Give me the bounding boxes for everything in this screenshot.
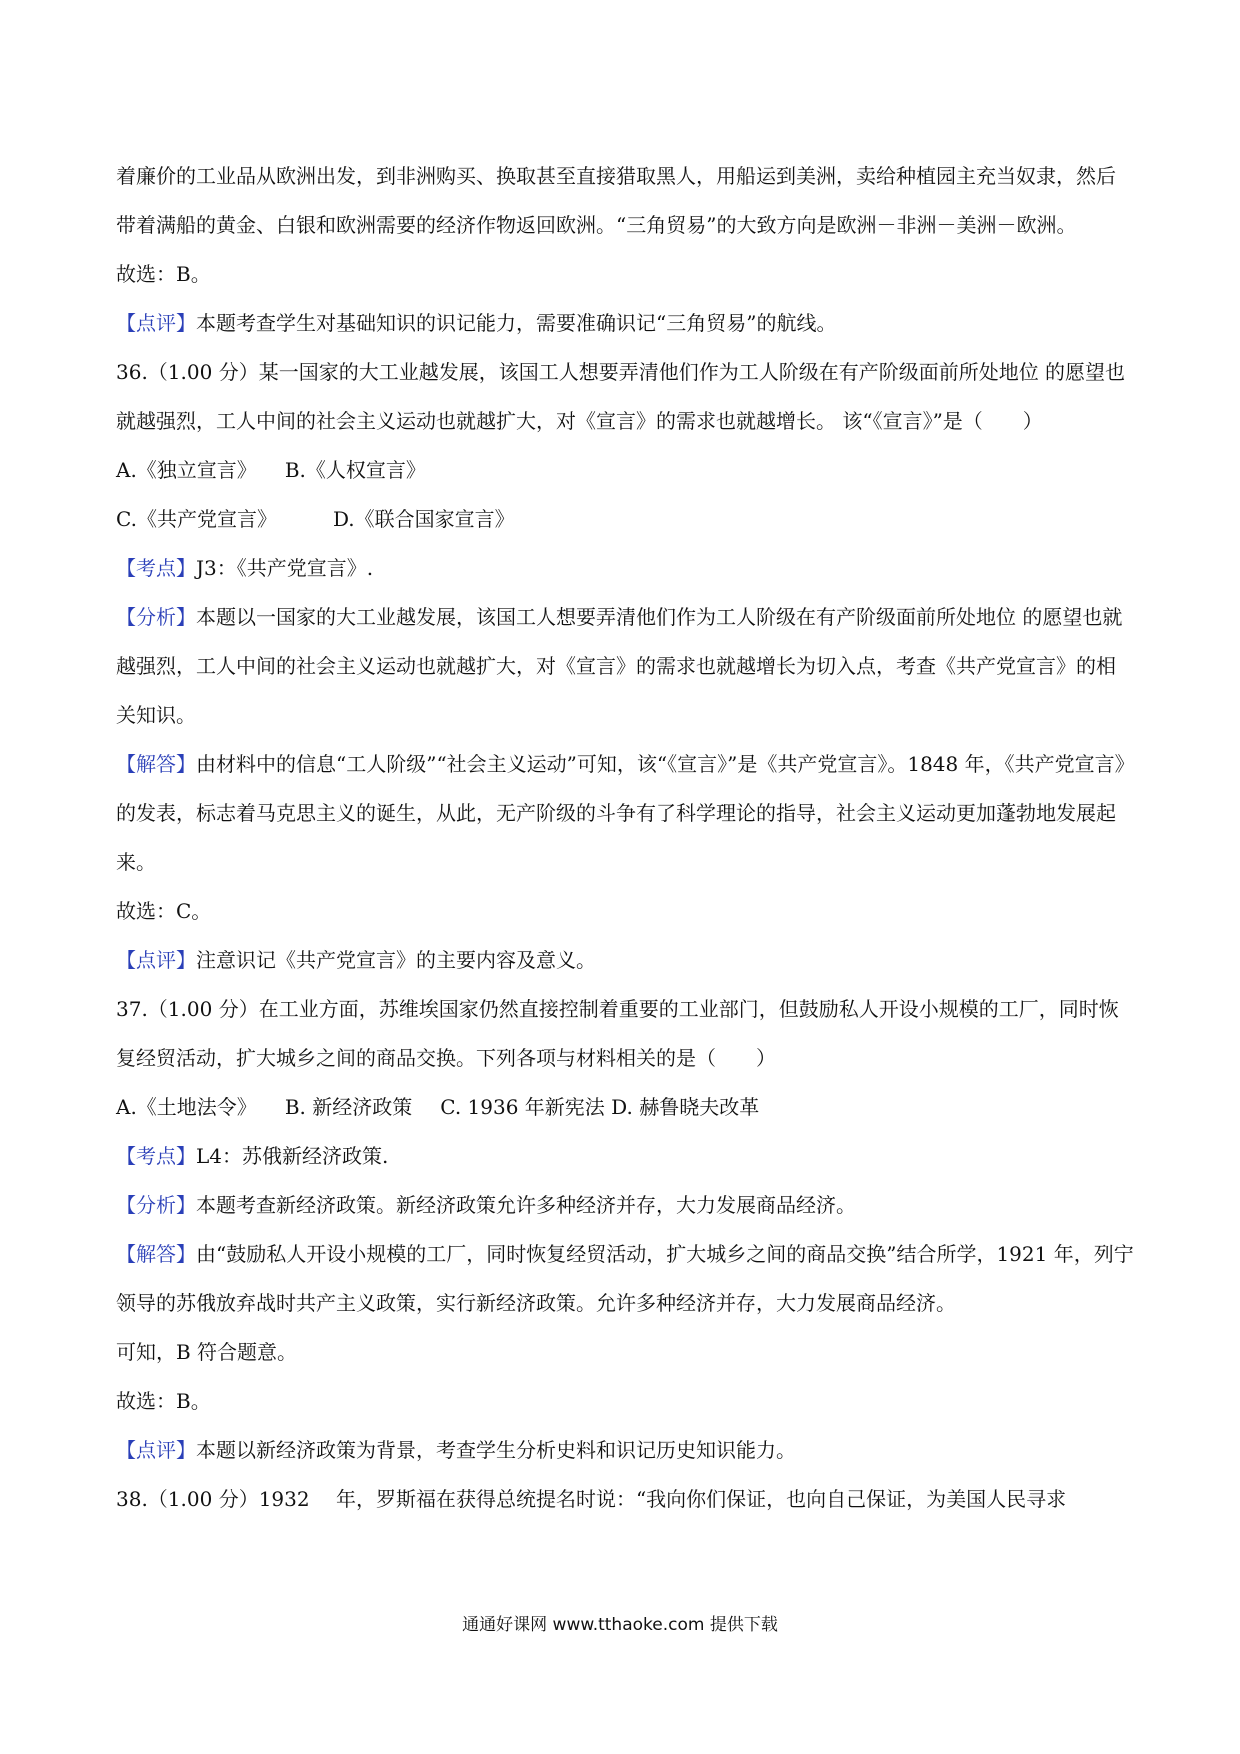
fenxi-tag: 【分析】	[116, 605, 196, 629]
q37-options-row	[116, 1083, 1134, 1132]
q38-stem: 38.（1.00 分）1932 年，罗斯福在获得总统提名时说：“我向你们保证，也向自己保证，为美国人民寻求	[116, 1487, 1067, 1511]
option-c-d: C. 1936 年新宪法 D. 赫鲁晓夫改革	[440, 1095, 760, 1119]
jieda-text: 由材料中的信息“工人阶级”“社会主义运动”可知，该“《宣言》”是《共产党宣言》。1848 年，《共产党宣言》的发表，标志着马克思主义的诞生，从此，无产阶级的斗争有了科学理论的指导，社会主义运动更加蓬勃地发展起来。	[116, 752, 1125, 874]
option-b: B.《人权宣言》	[284, 458, 426, 482]
q37-conclusion: 可知，B 符合题意。	[116, 1340, 298, 1364]
page-footer: 通通好课网 www.tthaoke.com 提供下载	[462, 1615, 778, 1635]
q37-answer: 故选：B。	[116, 1389, 211, 1413]
q37-stem: 37.（1.00 分）在工业方面，苏维埃国家仍然直接控制着重要的工业部门，但鼓励私人开设小规模的工厂，同时恢复经贸活动，扩大城乡之间的商品交换。下列各项与材料相关的是（ ）	[116, 997, 1119, 1070]
option-a: A.《独立宣言》	[116, 458, 257, 482]
comment-text: 本题考查学生对基础知识的识记能力，需要准确识记“三角贸易”的航线。	[196, 311, 837, 335]
q36-comment	[116, 936, 1134, 985]
q37-jieda	[116, 1230, 1134, 1328]
q35-comment	[116, 299, 1134, 348]
fenxi-text: 本题以一国家的大工业越发展，该国工人想要弄清他们作为工人阶级在有产阶级面前所处地位 的愿望也就越强烈，工人中间的社会主义运动也就越扩大，对《宣言》的需求也就越增长为切入点，考查《共产党宣言》的相关知识。	[116, 605, 1123, 727]
option-a: A.《土地法令》	[116, 1095, 257, 1119]
q36-jieda	[116, 740, 1134, 887]
fenxi-tag: 【分析】	[116, 1193, 196, 1217]
kaodian-text: J3：《共产党宣言》.	[196, 556, 374, 580]
kaodian-tag: 【考点】	[116, 1144, 196, 1168]
q36-kaodian	[116, 544, 1134, 593]
comment-tag: 【点评】	[116, 1438, 196, 1462]
q37-kaodian	[116, 1132, 1134, 1181]
q35-answer: 故选：B。	[116, 262, 211, 286]
jieda-text: 由“鼓励私人开设小规模的工厂，同时恢复经贸活动，扩大城乡之间的商品交换”结合所学，1921 年，列宁领导的苏俄放弃战时共产主义政策，实行新经济政策。允许多种经济并存，大力发展商品经济。	[116, 1242, 1134, 1315]
comment-tag: 【点评】	[116, 311, 196, 335]
q37-comment	[116, 1426, 1134, 1475]
comment-text: 本题以新经济政策为背景，考查学生分析史料和识记历史知识能力。	[196, 1438, 796, 1462]
q35-analysis-tail: 着廉价的工业品从欧洲出发，到非洲购买、换取甚至直接猎取黑人，用船运到美洲，卖给种植园主充当奴隶，然后带着满船的黄金、白银和欧洲需要的经济作物返回欧洲。“三角贸易”的大致方向是欧洲－非洲－美洲－欧洲。	[116, 164, 1116, 237]
q37-fenxi	[116, 1181, 1134, 1230]
kaodian-text: L4：苏俄新经济政策.	[196, 1144, 389, 1168]
jieda-tag: 【解答】	[116, 752, 196, 776]
option-c: C.《共产党宣言》	[116, 507, 277, 531]
q36-options-row-2	[116, 495, 1134, 544]
jieda-tag: 【解答】	[116, 1242, 196, 1266]
q36-answer: 故选：C。	[116, 899, 212, 923]
comment-text: 注意识记《共产党宣言》的主要内容及意义。	[196, 948, 596, 972]
option-b: B. 新经济政策	[284, 1095, 413, 1119]
fenxi-text: 本题考查新经济政策。新经济政策允许多种经济并存，大力发展商品经济。	[196, 1193, 856, 1217]
comment-tag: 【点评】	[116, 948, 196, 972]
document-body	[116, 152, 1134, 1524]
q36-fenxi	[116, 593, 1134, 740]
q36-stem: 36.（1.00 分）某一国家的大工业越发展，该国工人想要弄清他们作为工人阶级在有产阶级面前所处地位 的愿望也就越强烈，工人中间的社会主义运动也就越扩大，对《宣言》的需求也就越增长。 该“《宣言》”是（ ）	[116, 360, 1126, 433]
q36-options-row-1	[116, 446, 1134, 495]
kaodian-tag: 【考点】	[116, 556, 196, 580]
option-d: D.《联合国家宣言》	[332, 507, 515, 531]
